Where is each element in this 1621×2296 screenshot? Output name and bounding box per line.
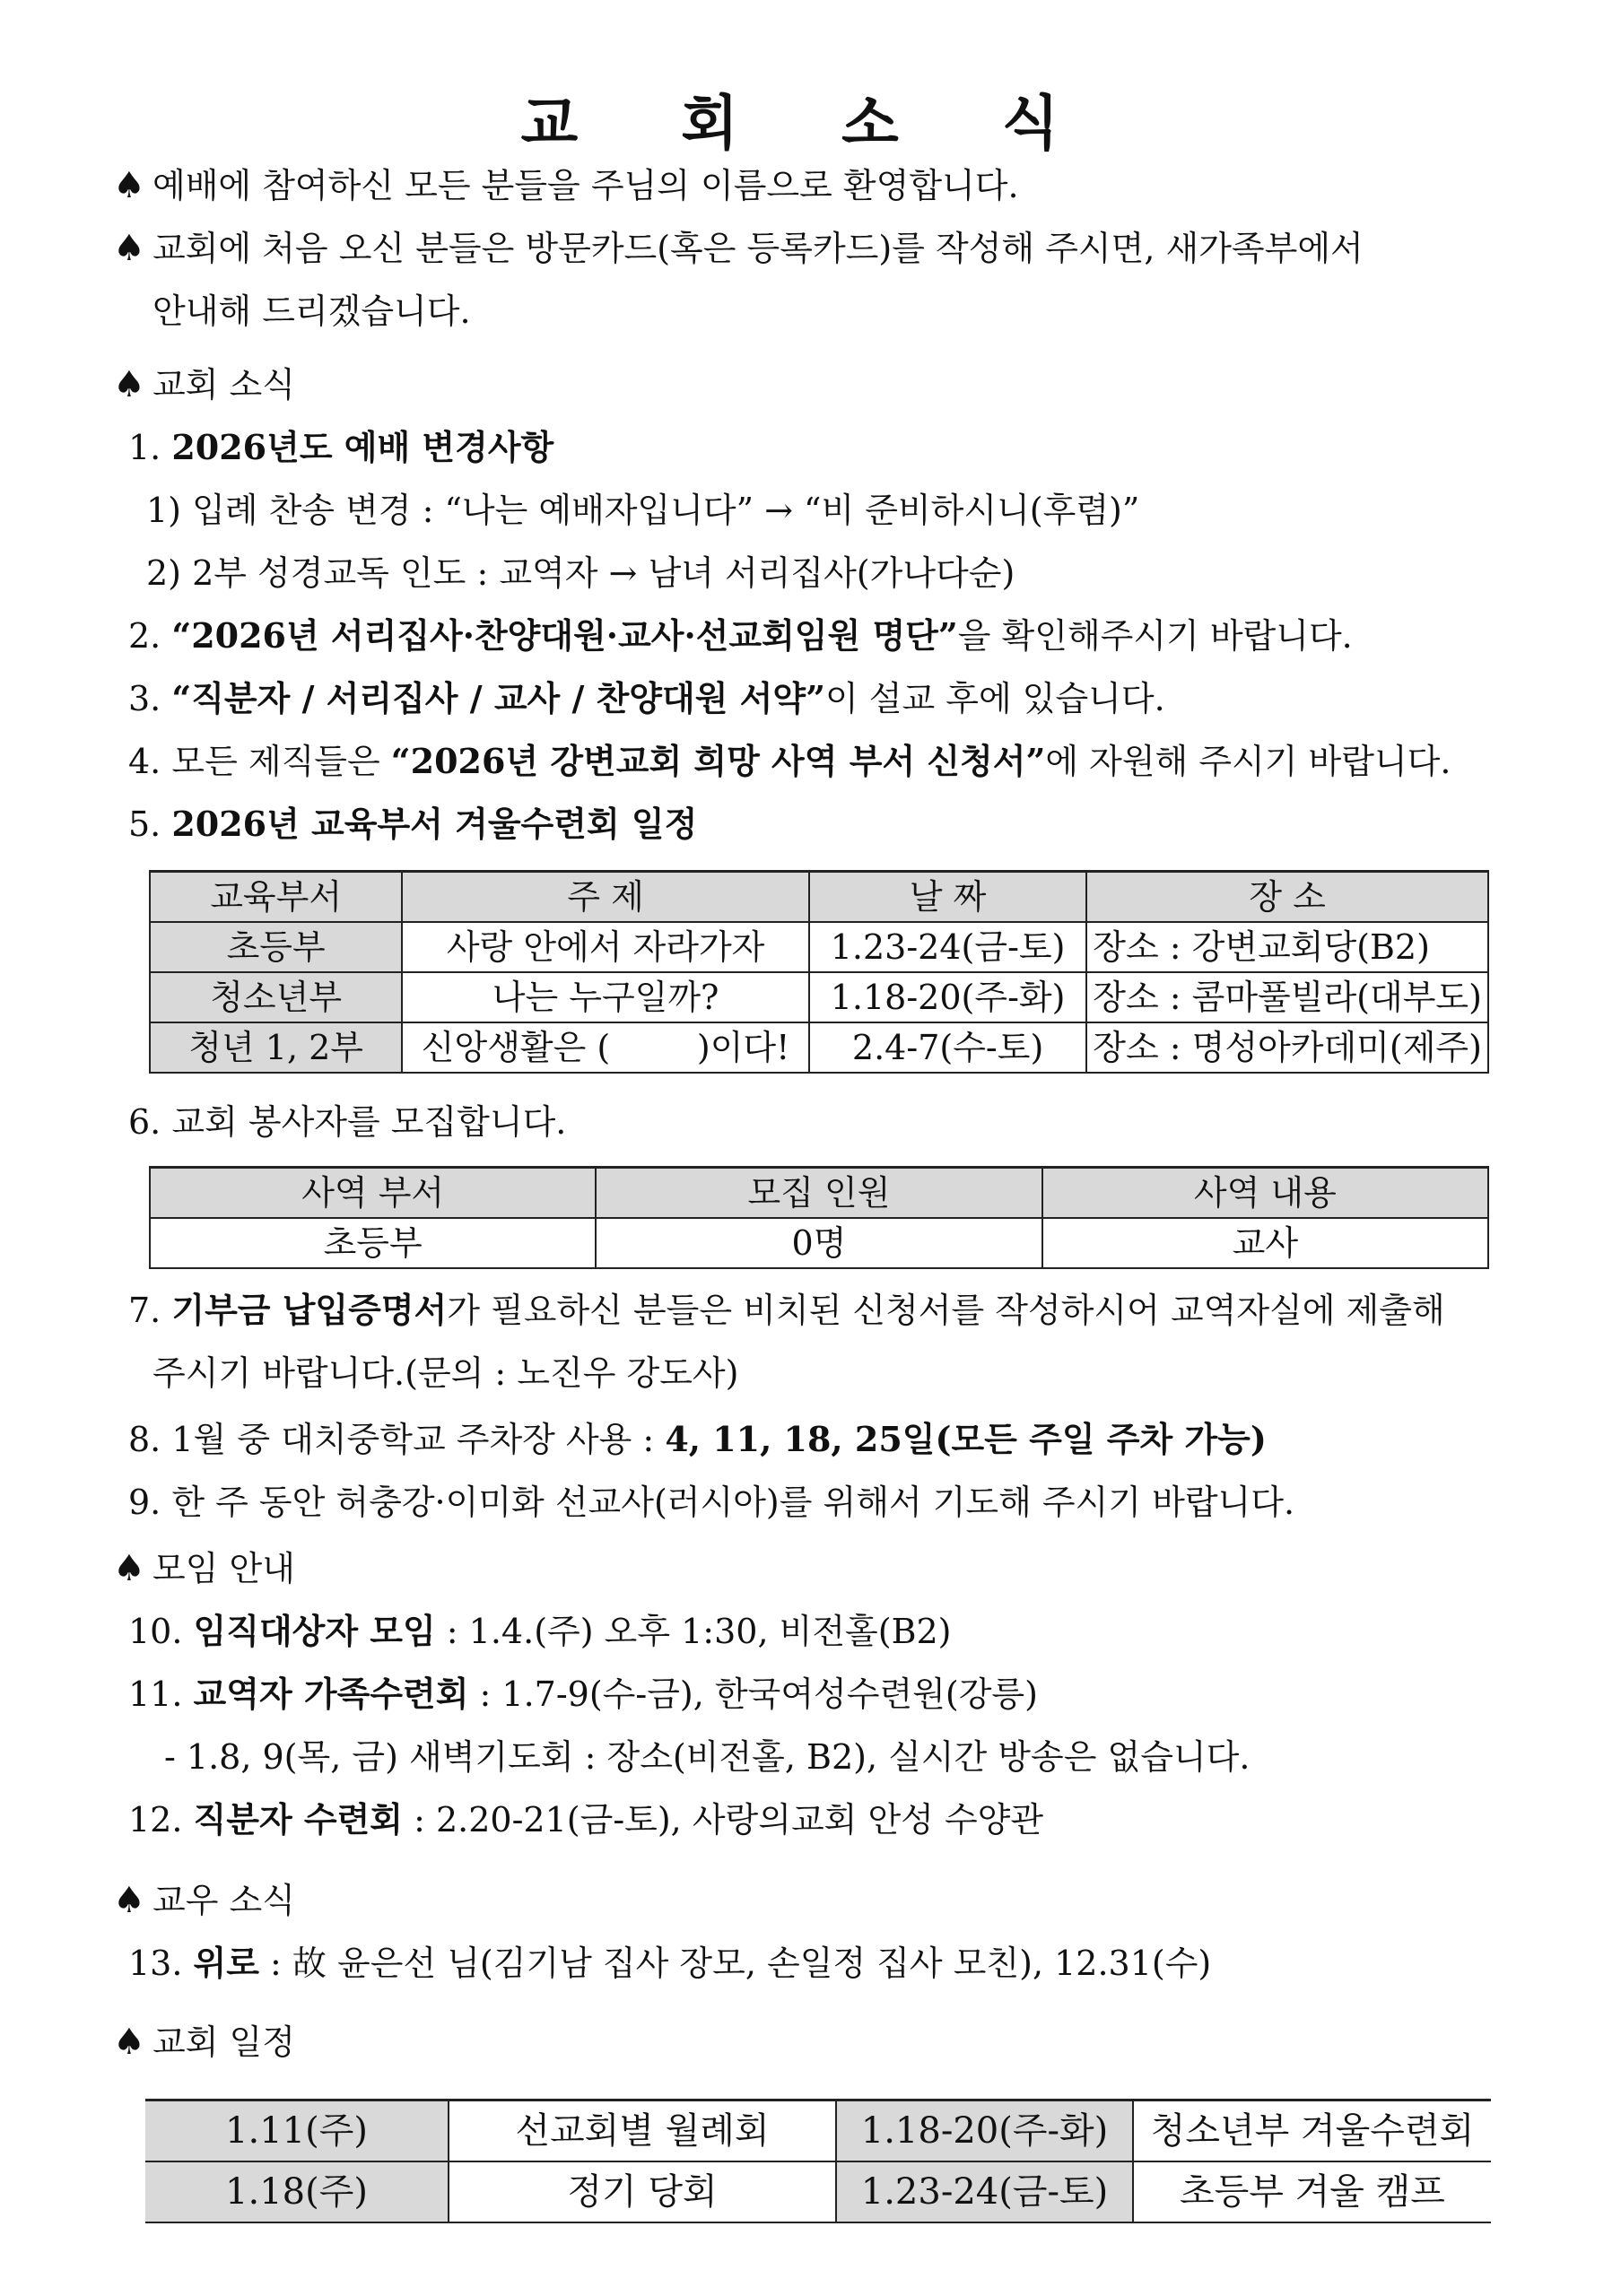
section-schedule: ♠ 교회 일정 [113,2018,295,2066]
members-item-13: 13. 위로 : 故 윤은선 님(김기남 집사 장모, 손일정 집사 모친), 12.31(수) [128,1943,1212,1983]
table-cell: 1.23-24(금-토) [809,922,1086,972]
news-item-1: 1. 2026년도 예배 변경사항 [128,427,554,467]
table-cell: 장소 : 명성아카데미(제주) [1086,1022,1488,1073]
section-meetings: ♠ 모임 안내 [113,1544,295,1593]
table-header: 모집 인원 [596,1168,1041,1219]
news-item-3: 3. “직분자 / 서리집사 / 교사 / 찬양대원 서약”이 설교 후에 있습니다. [128,678,1165,718]
meeting-item-11-sub: - 1.8, 9(목, 금) 새벽기도회 : 장소(비전홀, B2), 실시간 방송은 없습니다. [164,1737,1251,1777]
schedule-date: 1.23-24(금-토) [836,2161,1133,2222]
table-row [145,2161,1491,2222]
table-cell: 신앙생활은 ( )이다! [402,1022,809,1073]
schedule-date: 1.18(주) [145,2161,449,2222]
table-cell: 장소 : 콤마풀빌라(대부도) [1086,972,1488,1022]
news-item-5: 5. 2026년 교육부서 겨울수련회 일정 [128,804,698,844]
table-cell: 교사 [1042,1218,1488,1268]
table-cell: 나는 누구일까? [402,972,809,1022]
table-cell: 2.4-7(수-토) [809,1022,1086,1073]
table-row [150,972,1488,1022]
news-item-2: 2. “2026년 서리집사·찬양대원·교사·선교회임원 명단”을 확인해주시기 바랍니다. [128,615,1353,656]
table-header: 주 제 [402,872,809,923]
volunteer-table [149,1166,1489,1269]
spade-icon: ♠ [113,1880,145,1921]
table-header-row [150,872,1488,923]
table-header: 교육부서 [150,872,402,923]
welcome-line: ♠ 예배에 참여하신 모든 분들을 주님의 이름으로 환영합니다. [113,161,1019,210]
table-row [145,2100,1491,2162]
news-item-1-sub-1: 1) 입례 찬송 변경 : “나는 예배자입니다” → “비 준비하시니(후렴)” [146,491,1140,530]
table-header: 날 짜 [809,872,1086,923]
table-cell: 초등부 [150,922,402,972]
table-cell: 청년 1, 2부 [150,1022,402,1073]
table-cell: 0명 [596,1218,1041,1268]
schedule-date: 1.11(주) [145,2100,449,2162]
newcomer-line: ♠ 교회에 처음 오신 분들은 방문카드(혹은 등록카드)를 작성해 주시면, 새가족부에서 [113,224,1364,273]
schedule-event: 선교회별 월례회 [449,2100,836,2162]
schedule-date: 1.18-20(주-화) [836,2100,1133,2162]
schedule-event: 초등부 겨울 캠프 [1133,2161,1491,2222]
news-item-6: 6. 교회 봉사자를 모집합니다. [128,1102,567,1142]
section-church-news: ♠ 교회 소식 [113,361,295,409]
meeting-item-12: 12. 직분자 수련회 : 2.20-21(금-토), 사랑의교회 안성 수양관 [128,1799,1044,1839]
table-cell: 청소년부 [150,972,402,1022]
table-header-row [150,1168,1488,1219]
table-row [150,922,1488,972]
spade-icon: ♠ [113,364,145,405]
news-item-9: 9. 한 주 동안 허충강·이미화 선교사(러시아)를 위해서 기도해 주시기 바랍니다. [128,1483,1295,1522]
table-cell: 1.18-20(주-화) [809,972,1086,1022]
news-item-8: 8. 1월 중 대치중학교 주차장 사용 : 4, 11, 18, 25일(모든 주일 주차 가능) [128,1419,1267,1459]
table-cell: 초등부 [150,1218,596,1268]
news-item-7: 7. 기부금 납입증명서가 필요하신 분들은 비치된 신청서를 작성하시어 교역자실에 제출해 [128,1290,1445,1330]
section-members-news: ♠ 교우 소식 [113,1876,295,1925]
table-row [150,1218,1488,1268]
spade-icon: ♠ [113,1548,145,1589]
table-cell: 장소 : 강변교회당(B2) [1086,922,1488,972]
spade-icon: ♠ [113,165,145,206]
retreat-table [149,870,1489,1074]
news-item-4: 4. 모든 제직들은 “2026년 강변교회 희망 사역 부서 신청서”에 자원해 주시기 바랍니다. [128,741,1451,781]
schedule-event: 정기 당회 [449,2161,836,2222]
table-header: 장 소 [1086,872,1488,923]
spade-icon: ♠ [113,228,145,269]
spade-icon: ♠ [113,2022,145,2063]
newcomer-line-2: 안내해 드리겠습니다. [153,291,471,331]
meeting-item-10: 10. 임직대상자 모임 : 1.4.(주) 오후 1:30, 비전홀(B2) [128,1611,952,1651]
table-header: 사역 내용 [1042,1168,1488,1219]
page-title: 교 회 소 식 [520,89,1101,158]
table-header: 사역 부서 [150,1168,596,1219]
table-row [150,1022,1488,1073]
table-cell: 사랑 안에서 자라가자 [402,922,809,972]
news-item-1-sub-2: 2) 2부 성경교독 인도 : 교역자 → 남녀 서리집사(가나다순) [146,553,1015,593]
news-item-7-line-2: 주시기 바랍니다.(문의 : 노진우 강도사) [153,1353,739,1393]
meeting-item-11: 11. 교역자 가족수련회 : 1.7-9(수-금), 한국여성수련원(강릉) [128,1674,1038,1714]
schedule-event: 청소년부 겨울수련회 [1133,2100,1491,2162]
schedule-table [145,2099,1491,2223]
